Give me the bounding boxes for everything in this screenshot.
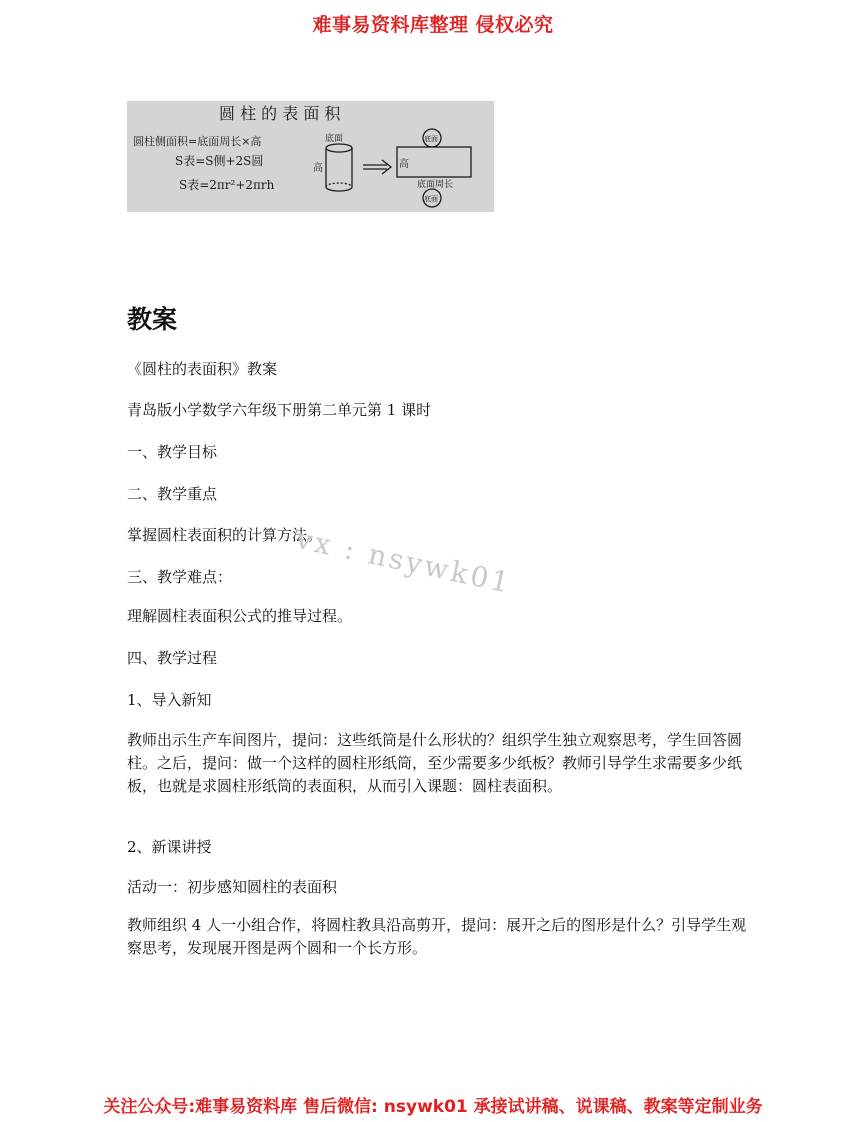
figure-formula-2: S表=S侧+2S圆: [175, 154, 264, 168]
subheading-intro: 1、导入新知: [127, 691, 212, 709]
arrow-icon: [363, 160, 391, 174]
difficulty-text: 理解圆柱表面积公式的推导过程。: [127, 607, 353, 625]
paragraph-intro: 教师出示生产车间图片，提问：这些纸筒是什么形状的？组织学生独立观察思考，学生回答圆柱。之后，提问：做一个这样的圆柱形纸筒，至少需要多少纸板？教师引导学生求需要多少纸板，也就是求圆柱形纸筒的表面积，从而引入课题：圆柱表面积。: [127, 731, 743, 795]
doc-line-course: 青岛版小学数学六年级下册第二单元第 1 课时: [127, 401, 432, 419]
board-figure: [127, 101, 494, 212]
figure-formula-1: 圆柱侧面积=底面周长×高: [133, 135, 262, 148]
label-circumference: 底面周长: [417, 180, 454, 190]
heading-difficulties: 三、教学难点：: [127, 568, 233, 586]
figure-formula-3: S表=2πr²+2πrh: [179, 178, 275, 192]
heading-objectives: 一、教学目标: [127, 443, 218, 461]
diagonal-watermark: vx : nsywk01: [293, 522, 515, 600]
heading-key-points: 二、教学重点: [127, 485, 218, 503]
header-watermark: 难事易资料库整理 侵权必究: [312, 14, 554, 36]
figure-title: 圆 柱 的 表 面 积: [219, 104, 341, 123]
doc-line-title: 《圆柱的表面积》教案: [127, 360, 278, 378]
cylinder-surface-diagram: [127, 101, 494, 212]
label-base-top: 底面: [325, 134, 344, 144]
label-base-circle-top: 底面: [424, 135, 438, 143]
heading-process: 四、教学过程: [127, 649, 218, 667]
activity-one: 活动一：初步感知圆柱的表面积: [127, 878, 338, 896]
footer-banner: 关注公众号:难事易资料库 售后微信: nsywk01 承接试讲稿、说课稿、教案等定制业务: [103, 1097, 763, 1117]
label-base-circle-bottom: 底面: [424, 195, 438, 203]
label-height-rect: 高: [399, 159, 409, 170]
subheading-new-lesson: 2、新课讲授: [127, 838, 212, 856]
key-point-text: 掌握圆柱表面积的计算方法。: [127, 526, 323, 544]
cylinder-drawing: [326, 144, 352, 191]
paragraph-activity-one: 教师组织 4 人一小组合作，将圆柱教具沿高剪开，提问：展开之后的图形是什么？引导学生观察思考，发现展开图是两个圆和一个长方形。: [127, 916, 747, 957]
section-title: 教案: [127, 305, 178, 334]
label-height-cylinder: 高: [313, 163, 323, 174]
